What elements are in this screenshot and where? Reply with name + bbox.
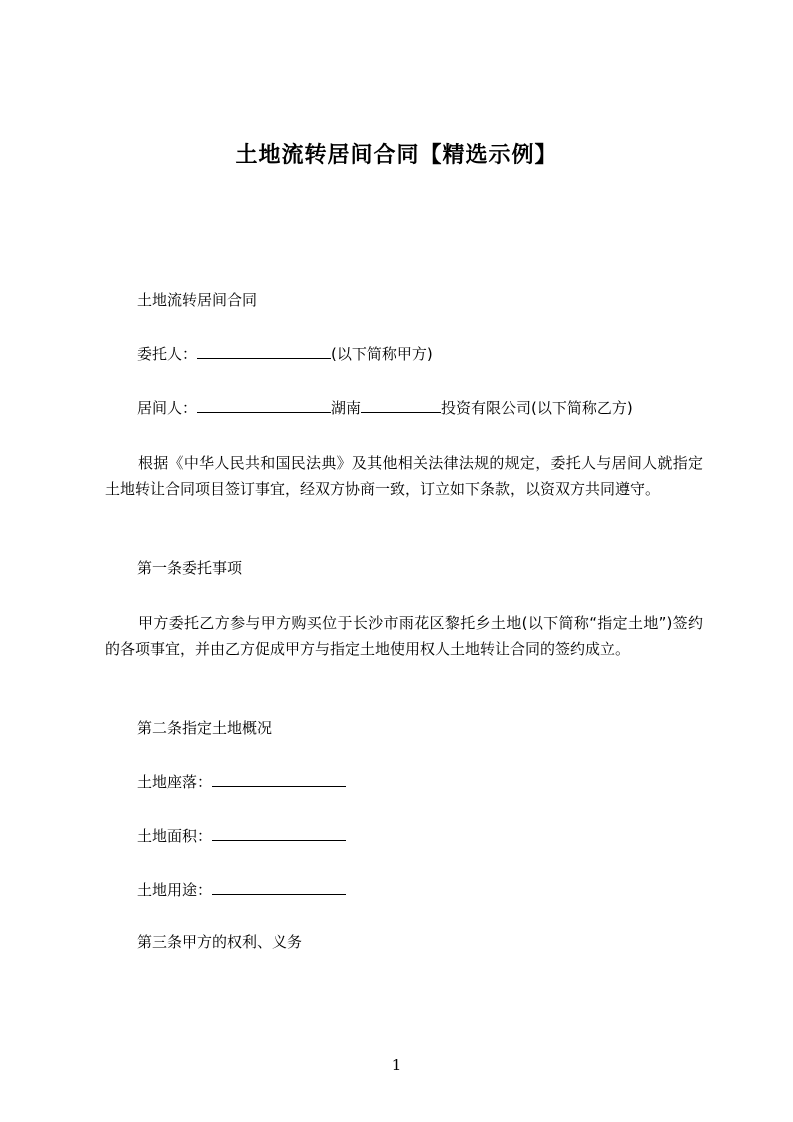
principal-label: 委托人： xyxy=(137,345,198,363)
land-location-label: 土地座落： xyxy=(137,773,213,791)
page-number: 1 xyxy=(391,1056,402,1074)
land-use-blank xyxy=(212,880,346,895)
intermediary-line xyxy=(137,398,633,418)
intermediary-middle: 湖南 xyxy=(331,399,362,417)
article2-heading: 第二条指定土地概况 xyxy=(137,719,273,737)
document-title: 土地流转居间合同【精选示例】 xyxy=(235,143,558,168)
article3-heading: 第三条甲方的权利、义务 xyxy=(137,933,303,951)
land-location-line xyxy=(137,772,346,792)
land-area-line xyxy=(137,826,346,846)
intermediary-blank-2 xyxy=(361,398,441,413)
land-use-line xyxy=(137,880,346,900)
intermediary-blank-1 xyxy=(197,398,331,413)
preamble-paragraph: 根据《中华人民共和国民法典》及其他相关法律法规的规定，委托人与居间人就指定土地转让合同项目签订事宜，经双方协商一致，订立如下条款，以资双方共同遵守。 xyxy=(105,454,703,498)
land-location-blank xyxy=(212,772,346,787)
article1-body: 甲方委托乙方参与甲方购买位于长沙市雨花区黎托乡土地(以下简称“指定土地”)签约的各项事宜，并由乙方促成甲方与指定土地使用权人土地转让合同的签约成立。 xyxy=(105,614,703,658)
land-area-blank xyxy=(212,826,346,841)
intermediary-suffix: 投资有限公司(以下简称乙方) xyxy=(441,399,633,417)
principal-suffix: (以下简称甲方) xyxy=(331,345,433,363)
land-use-label: 土地用途： xyxy=(137,881,213,899)
intermediary-label: 居间人： xyxy=(137,399,198,417)
contract-subtitle: 土地流转居间合同 xyxy=(137,291,258,309)
principal-line xyxy=(137,344,433,364)
principal-blank xyxy=(197,344,331,359)
land-area-label: 土地面积： xyxy=(137,827,213,845)
article1-heading: 第一条委托事项 xyxy=(137,559,243,577)
